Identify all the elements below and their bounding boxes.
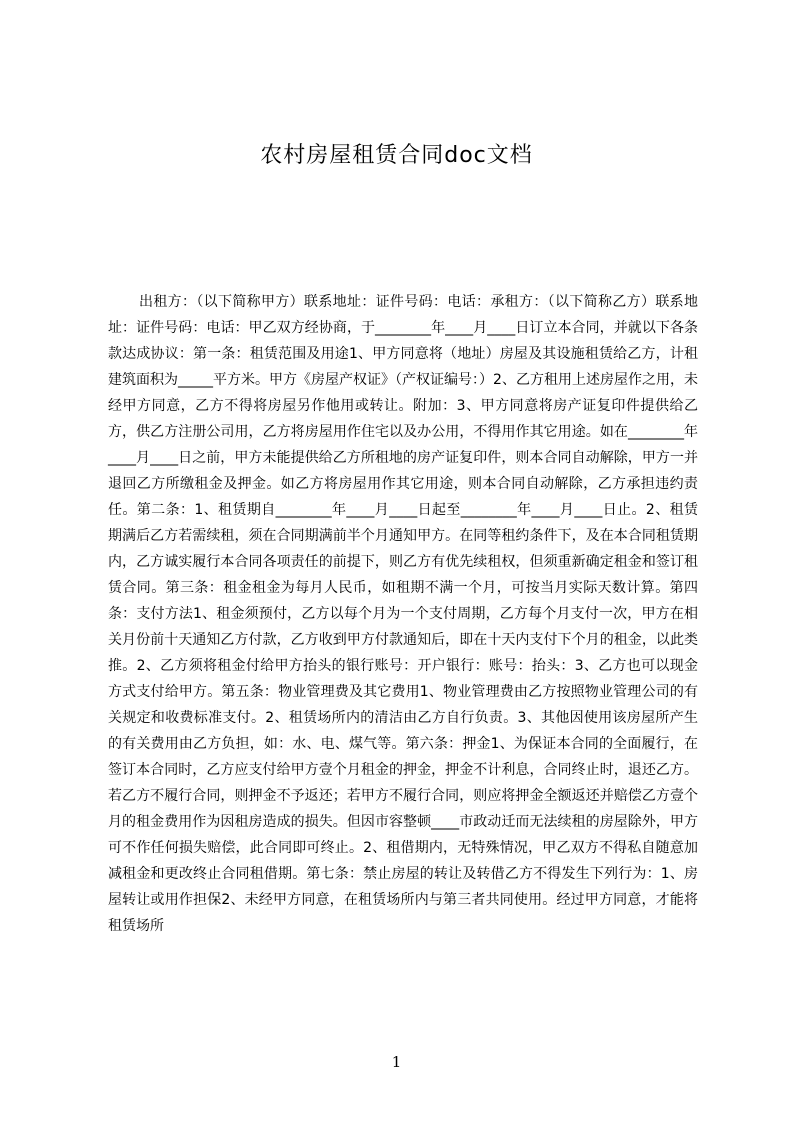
page-number: 1 — [391, 1053, 402, 1071]
document-title: 农村房屋租赁合同doc文档 — [260, 143, 533, 168]
contract-body-text: 出租方：（以下简称甲方）联系地址：证件号码：电话：承租方：（以下简称乙方）联系地址：证件号码：电话：甲乙双方经协商，于________年____月____日订立本合同，并就以下各条款达成协议：第一条：租赁范围及用途1、甲方同意将（地址）房屋及其设施租赁给乙方，计租建筑面积为_____平方米。甲方《房屋产权证》（产权证编号：）2、乙方租用上述房屋作之用，未经甲方同意，乙方不得将房屋另作他用或转让。附加：3、甲方同意将房产证复印件提供给乙方，供乙方注册公司用，乙方将房屋用作住宅以及办公用，不得用作其它用途。如在________年____月____日之前，甲方未能提供给乙方所租地的房产证复印件，则本合同自动解除，甲方一并退回乙方所缴租金及押金。如乙方将房屋用作其它用途，则本合同自动解除，乙方承担违约责任。第二条：1、租赁期自________年____月____日起至________年____月____日止。2、租赁期满后乙方若需续租，须在合同期满前半个月通知甲方。在同等租约条件下，及在本合同租赁期内，乙方诚实履行本合同各项责任的前提下，则乙方有优先续租权，但须重新确定租金和签订租赁合同。第三条：租金租金为每月人民币，如租期不满一个月，可按当月实际天数计算。第四条：支付方法1、租金须预付，乙方以每个月为一个支付周期，乙方每个月支付一次，甲方在相关月份前十天通知乙方付款，乙方收到甲方付款通知后，即在十天内支付下个月的租金，以此类推。2、乙方须将租金付给甲方抬头的银行账号：开户银行：账号：抬头：3、乙方也可以现金方式支付给甲方。第五条：物业管理费及其它费用1、物业管理费由乙方按照物业管理公司的有关规定和收费标准支付。2、租赁场所内的清洁由乙方自行负责。3、其他因使用该房屋所产生的有关费用由乙方负担，如：水、电、煤气等。第六条：押金1、为保证本合同的全面履行，在签订本合同时，乙方应支付给甲方壹个月租金的押金，押金不计利息，合同终止时，退还乙方。若乙方不履行合同，则押金不予返还；若甲方不履行合同，则应将押金全额返还并赔偿乙方壹个月的租金费用作为因租房造成的损失。但因市容整顿____市政动迁而无法续租的房屋除外，甲方可不作任何损失赔偿，此合同即可终止。2、租借期内，无特殊情况，甲乙双方不得私自随意加减租金和更改终止合同租借期。第七条：禁止房屋的转让及转借乙方不得发生下列行为：1、房屋转让或用作担保2、未经甲方同意，在租赁场所内与第三者共同使用。经过甲方同意，才能将租赁场所 — [108, 294, 698, 934]
